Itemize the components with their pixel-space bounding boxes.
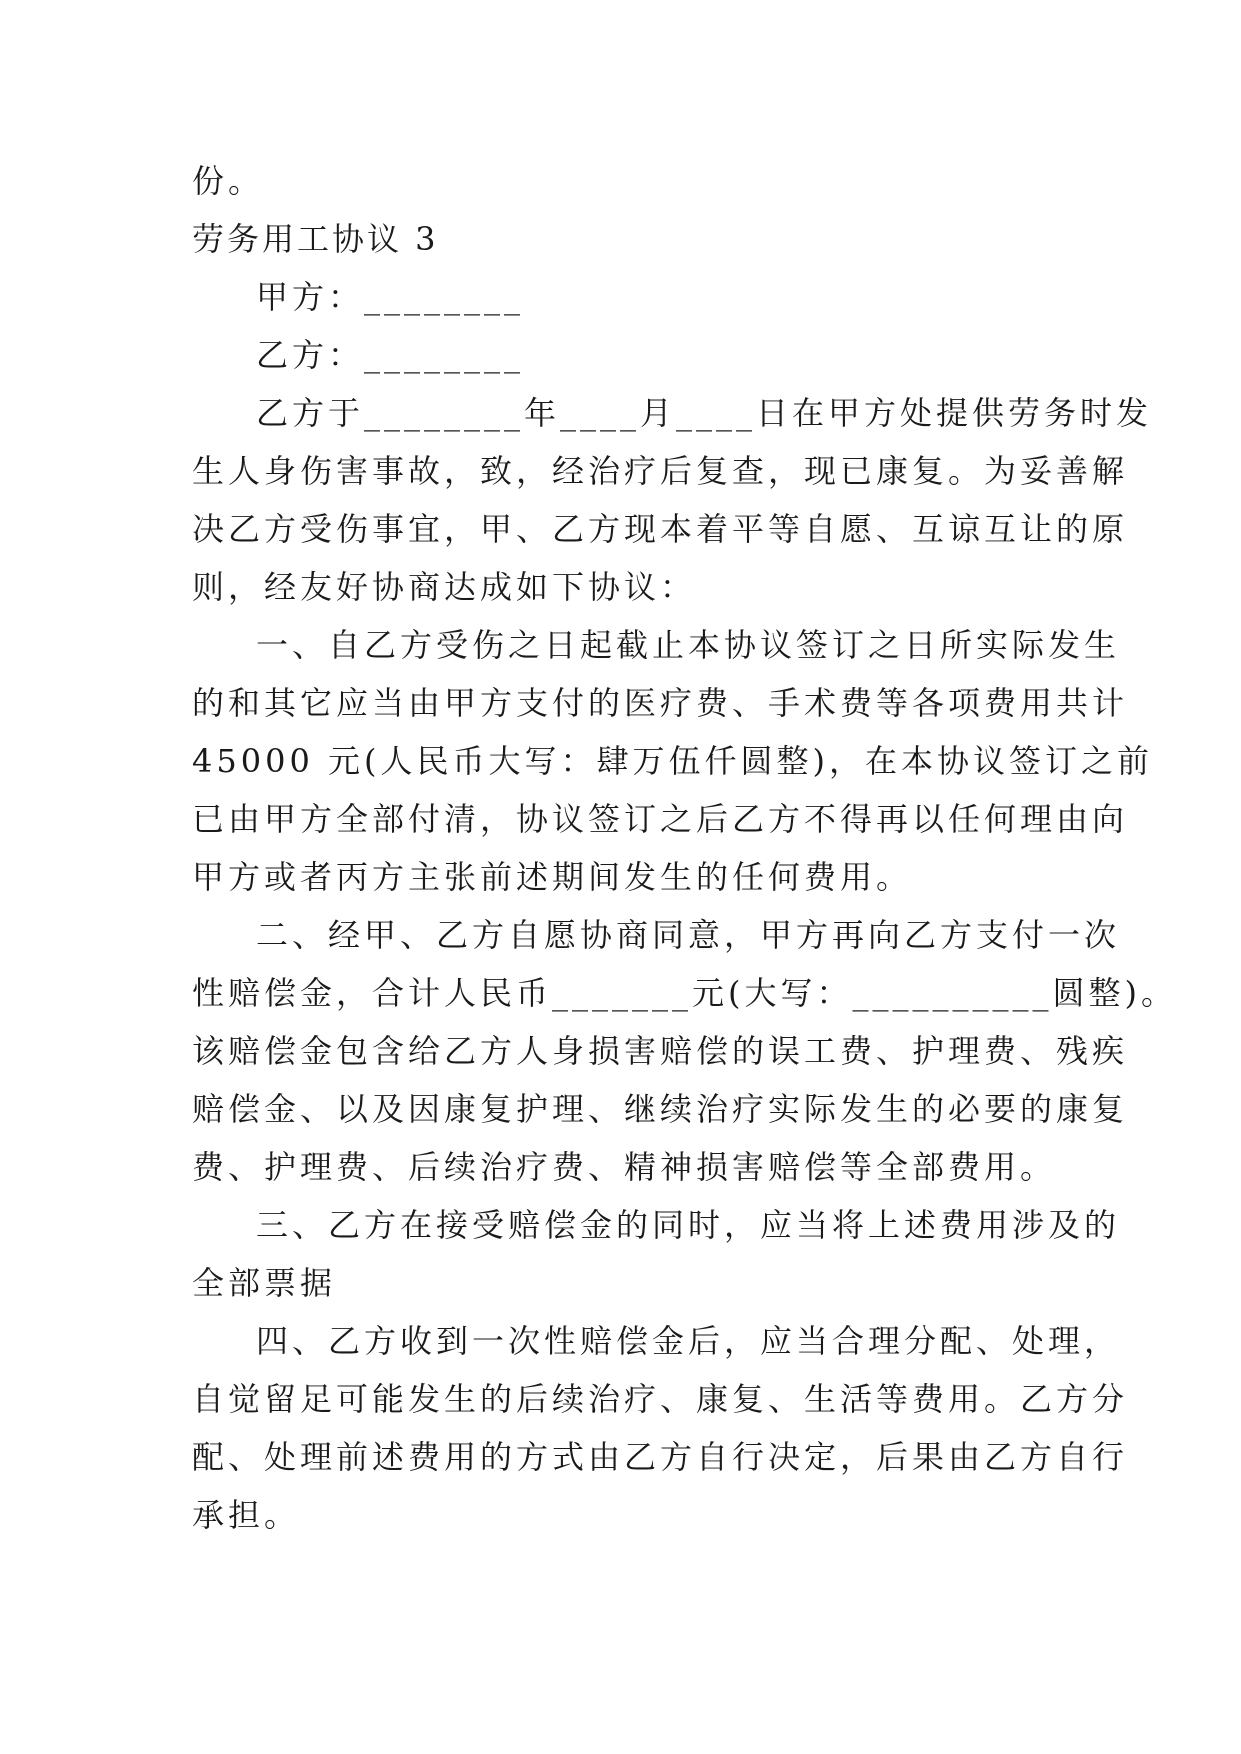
document-line: 生人身伤害事故，致，经治疗后复查，现已康复。为妥善解 (192, 452, 1129, 490)
document-title: 劳务用工协议 3 (192, 220, 439, 258)
document-line: 四、乙方收到一次性赔偿金后，应当合理分配、处理， (256, 1322, 1121, 1360)
document-line: 已由甲方全部付清，协议签订之后乙方不得再以任何理由向 (192, 800, 1129, 838)
document-line: 甲方：________ (256, 278, 525, 316)
document-line: 二、经甲、乙方自愿协商同意，甲方再向乙方支付一次 (256, 916, 1121, 954)
document-line: 甲方或者丙方主张前述期间发生的任何费用。 (192, 858, 913, 896)
document-line: 费、护理费、后续治疗费、精神损害赔偿等全部费用。 (192, 1148, 1057, 1186)
document-line: 乙方：________ (256, 336, 525, 374)
document-line: 赔偿金、以及因康复护理、继续治疗实际发生的必要的康复 (192, 1090, 1129, 1128)
document-line: 全部票据 (192, 1264, 337, 1302)
document-line: 性赔偿金，合计人民币_______元(大写：__________圆整)。 (192, 974, 1177, 1012)
document-line: 份。 (192, 162, 265, 200)
document-line: 一、自乙方受伤之日起截止本协议签订之日所实际发生 (256, 626, 1121, 664)
document-line: 三、乙方在接受赔偿金的同时，应当将上述费用涉及的 (256, 1206, 1121, 1244)
document-line: 的和其它应当由甲方支付的医疗费、手术费等各项费用共计 (192, 684, 1129, 722)
document-body (192, 152, 1177, 1544)
document-line: 乙方于________年____月____日在甲方处提供劳务时发 (256, 394, 1153, 432)
document-line: 决乙方受伤事宜，甲、乙方现本着平等自愿、互谅互让的原 (192, 510, 1129, 548)
document-line: 则，经友好协商达成如下协议： (192, 568, 697, 606)
document-line: 承担。 (192, 1496, 301, 1534)
document-line: 该赔偿金包含给乙方人身损害赔偿的误工费、护理费、残疾 (192, 1032, 1129, 1070)
document-line: 配、处理前述费用的方式由乙方自行决定，后果由乙方自行 (192, 1438, 1129, 1476)
document-line: 自觉留足可能发生的后续治疗、康复、生活等费用。乙方分 (192, 1380, 1129, 1418)
document-line: 45000 元(人民币大写：肆万伍仟圆整)，在本协议签订之前 (192, 742, 1153, 780)
